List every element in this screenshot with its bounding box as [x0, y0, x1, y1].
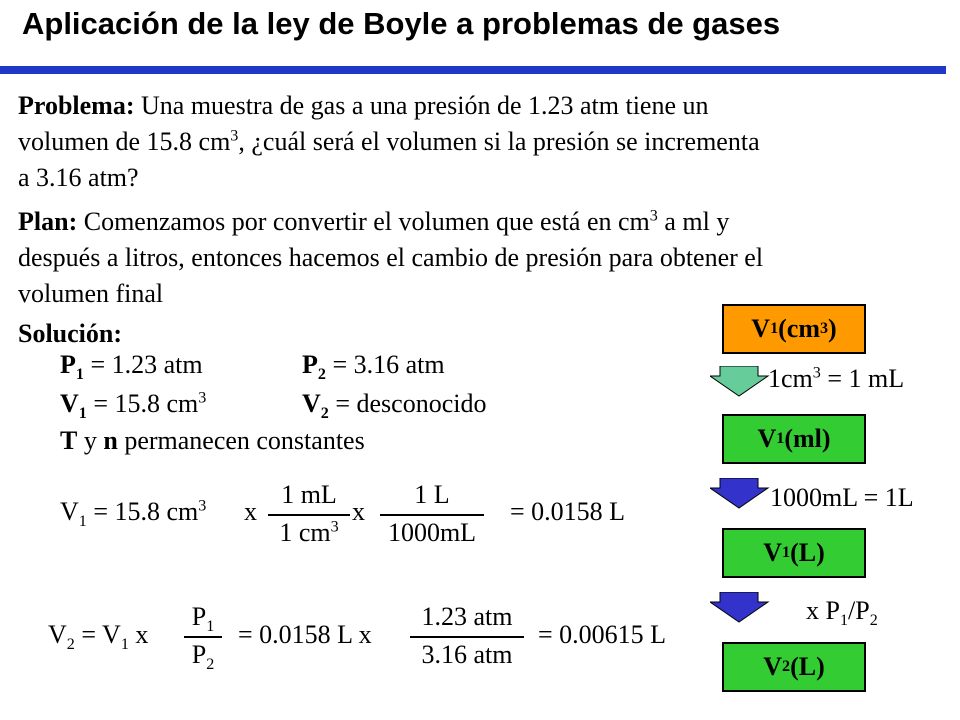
eq1-result: = 0.0158 L: [510, 497, 626, 526]
problem-line-1: [18, 88, 709, 124]
eq1-lhs-sup: 3: [198, 497, 207, 515]
const-n: n: [103, 426, 118, 455]
conv3-b: /P: [848, 596, 870, 625]
given-v1: [60, 389, 207, 423]
box3-unit: (L): [790, 538, 825, 567]
conv1-a: 1cm: [768, 364, 813, 393]
problem-line-2: [18, 124, 760, 160]
v1-symbol: V: [60, 389, 79, 418]
solution-label: [18, 316, 122, 352]
plan-line-1: [18, 204, 729, 240]
p2-symbol: P: [302, 350, 318, 379]
eq2-frac2-num: 1.23 atm: [421, 602, 513, 631]
v1-value: = 15.8 cm: [86, 389, 199, 418]
plan-sup: 3: [649, 207, 658, 225]
given-p2: [302, 350, 445, 384]
title-underline: [0, 66, 946, 74]
eq2-frac1-num: [180, 602, 226, 636]
box1-close: ): [828, 314, 837, 343]
eq1-frac2-den: 1000mL: [387, 518, 477, 547]
flow-box-v1-l: V 1 (L): [722, 528, 866, 578]
eq2-frac2-line: [410, 636, 524, 638]
box1-unit: (cm: [778, 314, 820, 343]
eq1-times-2: x: [352, 497, 365, 526]
flow-conversion-2: 1000mL = 1L: [770, 483, 914, 512]
eq2-frac1-line: [184, 636, 222, 638]
flow-box-v1-ml: V 1 (ml): [722, 414, 866, 464]
given-p1: [60, 350, 203, 384]
eq2-eq-v1: = V: [74, 620, 121, 649]
const-t: T: [60, 426, 78, 455]
down-arrow-icon: [710, 366, 770, 398]
conv1-b: = 1 mL: [820, 364, 905, 393]
plan-text-1a: Comenzamos por convertir el volumen que está en cm: [83, 207, 650, 236]
p2-sub: 2: [317, 366, 326, 384]
eq2-result: = 0.00615 L: [538, 620, 667, 649]
p1-symbol: P: [60, 350, 76, 379]
const-y: y: [77, 426, 104, 455]
eq1-frac1-line: [268, 514, 350, 516]
problem-line-3: a 3.16 atm?: [18, 163, 139, 192]
eq1-times-1: x: [244, 497, 257, 526]
eq1-frac1-den-sup: 3: [330, 518, 339, 536]
eq2-frac1-num-p: P: [191, 602, 207, 631]
box2-unit: (ml): [784, 424, 831, 453]
box3-v: V: [763, 538, 783, 567]
box4-v: V: [763, 652, 783, 681]
const-rest: permanecen constantes: [117, 426, 365, 455]
p2-value: = 3.16 atm: [325, 350, 445, 379]
eq2-v2-sub: 2: [66, 636, 75, 654]
conv1-sup: 3: [812, 364, 821, 382]
conv3-sub1: 1: [839, 612, 849, 630]
given-v2: [302, 389, 487, 423]
eq2-times-1: x: [128, 620, 149, 649]
box1-v: V: [751, 314, 771, 343]
v2-symbol: V: [302, 389, 321, 418]
v1-sup: 3: [198, 389, 207, 407]
conv3-sub2: 2: [869, 612, 878, 630]
plan-text-1b: a ml y: [657, 207, 730, 236]
eq2-frac1-num-sub: 1: [206, 618, 215, 636]
flow-conversion-3: [806, 596, 878, 630]
flow-box-v2-l: V 2 (L): [722, 642, 866, 692]
eq1-frac1-den: [266, 518, 352, 548]
box2-v: V: [757, 424, 777, 453]
down-arrow-icon: [710, 592, 770, 624]
eq2-frac2-den: 3.16 atm: [421, 640, 513, 669]
eq1-frac1-num: 1 mL: [281, 480, 337, 509]
solution-label-text: Solución:: [18, 319, 123, 348]
eq2-lhs: [48, 620, 149, 654]
flow-box-v1-cm3: V 1 (cm 3 ): [722, 304, 866, 354]
box4-unit: (L): [790, 652, 825, 681]
eq2-frac1-den-sub: 2: [206, 656, 215, 674]
eq1-v-sub: 1: [78, 513, 87, 531]
v2-value: = desconocido: [328, 389, 487, 418]
p1-sub: 1: [75, 366, 84, 384]
eq2-v1-sub: 1: [120, 636, 129, 654]
v2-sub: 2: [320, 405, 329, 423]
problem-text-2b: , ¿cuál será el volumen si la presión se incrementa: [238, 127, 760, 156]
eq1-frac2-num: 1 L: [414, 480, 450, 509]
eq1-lhs-rest: = 15.8 cm: [86, 497, 199, 526]
flow-conversion-1: [768, 364, 904, 394]
eq2-middle: = 0.0158 L x: [238, 620, 372, 649]
p1-value: = 1.23 atm: [83, 350, 203, 379]
plan-line-3: volumen final: [18, 279, 164, 308]
v1-sub: 1: [78, 405, 87, 423]
eq1-frac1-den-text: 1 cm: [279, 518, 331, 547]
conv3-a: x P: [806, 596, 840, 625]
down-arrow-icon: [710, 478, 770, 510]
eq2-frac1-den: [180, 640, 226, 674]
eq1-v: V: [60, 497, 79, 526]
page-title: Aplicación de la ley de Boyle a problemas de gases: [22, 6, 781, 41]
eq2-frac1-den-p: P: [191, 640, 207, 669]
eq1-frac2-line: [380, 514, 484, 516]
problem-sup: 3: [230, 127, 239, 145]
plan-label: Plan:: [18, 207, 78, 236]
eq1-lhs: [60, 497, 207, 531]
problem-label: Problema:: [18, 91, 135, 120]
problem-text-2a: volumen de 15.8 cm: [18, 127, 231, 156]
constants-line: [60, 426, 365, 456]
plan-line-2: después a litros, entonces hacemos el cambio de presión para obtener el: [18, 243, 764, 272]
problem-text-1: Una muestra de gas a una presión de 1.23 atm tiene un: [141, 91, 709, 120]
eq2-v2: V: [48, 620, 67, 649]
